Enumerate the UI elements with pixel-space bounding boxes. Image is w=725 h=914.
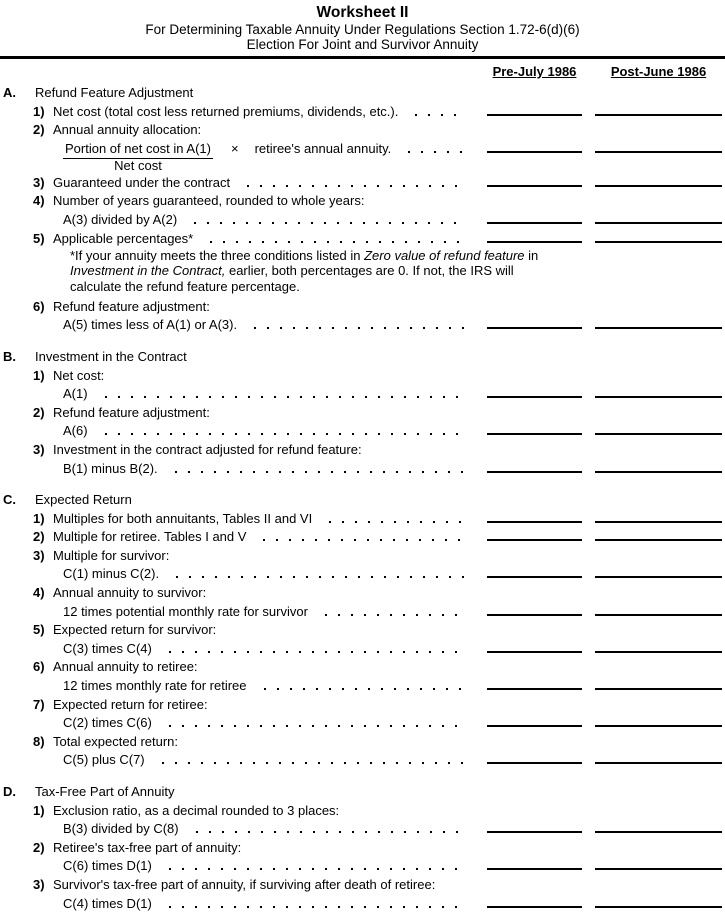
column-header-post-june-1986: Post-June 1986 xyxy=(610,64,707,79)
row-C5-calc xyxy=(3,640,722,659)
row-A5 xyxy=(3,230,722,249)
line-label: Annual annuity to retiree: xyxy=(53,659,198,675)
section-title: Refund Feature Adjustment xyxy=(35,85,194,100)
post-june-1986-field[interactable] xyxy=(595,211,722,224)
row-A4-calc xyxy=(3,211,722,230)
row-C7-calc xyxy=(3,714,722,733)
row-C3 xyxy=(3,547,722,566)
line-label: Investment in the contract adjusted for refund feature: xyxy=(53,441,362,457)
dot-leader xyxy=(158,640,465,659)
row-D1 xyxy=(3,802,722,821)
line-label: Multiple for retiree. Tables I and V xyxy=(53,529,247,545)
dot-leader xyxy=(318,510,465,529)
row-B3 xyxy=(3,441,722,460)
item-number: 3) xyxy=(33,876,45,892)
post-june-1986-field[interactable] xyxy=(595,174,722,187)
line-label: Annual annuity allocation: xyxy=(53,122,202,138)
dot-leader xyxy=(236,174,465,193)
row-D2-calc xyxy=(3,857,722,876)
line-label: A(6) xyxy=(63,423,88,439)
row-B1-calc xyxy=(3,385,722,404)
item-number: 2) xyxy=(33,404,45,420)
line-label: Total expected return: xyxy=(53,733,179,749)
post-june-1986-field[interactable] xyxy=(595,751,722,764)
line-label: Retiree's tax-free part of annuity: xyxy=(53,839,242,855)
post-june-1986-field[interactable] xyxy=(595,528,722,541)
note-text: in xyxy=(524,248,539,264)
row-C5 xyxy=(3,621,722,640)
dot-leader xyxy=(397,140,465,157)
row-C6-calc xyxy=(3,677,722,696)
dot-leader xyxy=(158,895,465,914)
note-text: calculate the refund feature percentage. xyxy=(70,278,300,294)
item-number: 1) xyxy=(33,510,45,526)
row-C2 xyxy=(3,528,722,547)
pre-july-1986-field[interactable] xyxy=(487,751,582,764)
row-D3-calc xyxy=(3,895,722,914)
line-label: A(3) divided by A(2) xyxy=(63,211,178,227)
post-june-1986-field[interactable] xyxy=(595,603,722,616)
dot-leader xyxy=(164,460,465,479)
pre-july-1986-field[interactable] xyxy=(487,174,582,187)
pre-july-1986-field[interactable] xyxy=(487,640,582,653)
line-label: Multiples for both annuitants, Tables II and VI xyxy=(53,510,313,526)
line-label: Annual annuity to survivor: xyxy=(53,585,207,601)
post-june-1986-field[interactable] xyxy=(595,510,722,523)
post-june-1986-field[interactable] xyxy=(595,385,722,398)
pre-july-1986-field[interactable] xyxy=(487,677,582,690)
pre-july-1986-field[interactable] xyxy=(487,422,582,435)
item-number: 8) xyxy=(33,733,45,749)
pre-july-1986-field[interactable] xyxy=(487,385,582,398)
note-text: Investment in the Contract, xyxy=(70,263,226,279)
pre-july-1986-field[interactable] xyxy=(487,211,582,224)
row-A6 xyxy=(3,298,722,317)
page-subtitle-election: Election For Joint and Survivor Annuity xyxy=(246,36,479,52)
line-label: B(3) divided by C(8) xyxy=(63,821,179,837)
pre-july-1986-field[interactable] xyxy=(487,140,582,153)
dot-leader xyxy=(252,528,465,547)
line-label: Net cost: xyxy=(53,367,105,383)
line-label: B(1) minus B(2). xyxy=(63,460,158,476)
item-number: 6) xyxy=(33,659,45,675)
dot-leader xyxy=(243,316,465,335)
row-A2 xyxy=(3,121,722,140)
note-text: Zero value of refund feature xyxy=(364,248,525,264)
item-number: 5) xyxy=(33,230,45,246)
item-number: 1) xyxy=(33,367,45,383)
dot-leader xyxy=(199,230,465,249)
row-B3-calc xyxy=(3,460,722,479)
post-june-1986-field[interactable] xyxy=(595,677,722,690)
row-C4-calc xyxy=(3,603,722,622)
item-number: 2) xyxy=(33,529,45,545)
post-june-1986-field[interactable] xyxy=(595,316,722,329)
pre-july-1986-field[interactable] xyxy=(487,316,582,329)
line-label: Guaranteed under the contract xyxy=(53,174,231,190)
line-label: C(3) times C(4) xyxy=(63,640,152,656)
section-letter: C. xyxy=(3,492,16,508)
dot-leader xyxy=(94,422,465,441)
dot-leader xyxy=(94,385,465,404)
line-label: Multiple for survivor: xyxy=(53,547,170,563)
item-number: 4) xyxy=(33,193,45,209)
row-C8 xyxy=(3,733,722,752)
section-title: Expected Return xyxy=(35,492,132,508)
item-number: 1) xyxy=(33,103,45,119)
line-label: Expected return for survivor: xyxy=(53,622,217,638)
row-A4 xyxy=(3,192,722,211)
column-headers xyxy=(0,59,725,79)
item-number: 5) xyxy=(33,622,45,638)
note-line xyxy=(70,279,722,294)
pre-july-1986-field[interactable] xyxy=(487,895,582,908)
row-A2-formula xyxy=(3,140,722,174)
item-number: 1) xyxy=(33,802,45,818)
dot-leader xyxy=(314,603,465,622)
post-june-1986-field[interactable] xyxy=(595,895,722,908)
line-label: A(1) xyxy=(63,386,88,402)
row-C1 xyxy=(3,510,722,529)
pre-july-1986-field[interactable] xyxy=(487,603,582,616)
fraction xyxy=(63,140,213,173)
post-june-1986-field[interactable] xyxy=(595,422,722,435)
item-number: 3) xyxy=(33,441,45,457)
row-A6-calc xyxy=(3,316,722,335)
line-label: Survivor's tax-free part of annuity, if surviving after death of retiree: xyxy=(53,876,436,892)
pre-july-1986-field[interactable] xyxy=(487,103,582,116)
row-A5-note xyxy=(3,248,722,294)
fraction-numerator: Portion of net cost in A(1) xyxy=(63,140,213,159)
row-C7 xyxy=(3,696,722,715)
post-june-1986-field[interactable] xyxy=(595,640,722,653)
section-letter: D. xyxy=(3,784,16,800)
dot-leader xyxy=(158,857,465,876)
pre-july-1986-field[interactable] xyxy=(487,510,582,523)
row-C3-calc xyxy=(3,565,722,584)
row-A1 xyxy=(3,103,722,122)
row-D xyxy=(3,783,722,802)
note-text: *If your annuity meets the three conditions listed in xyxy=(70,248,365,264)
pre-july-1986-field[interactable] xyxy=(487,820,582,833)
page-subtitle-regulations: For Determining Taxable Annuity Under Regulations Section 1.72-6(d)(6) xyxy=(145,22,580,37)
note-line xyxy=(70,248,722,263)
dot-leader xyxy=(404,103,465,122)
section-title: Investment in the Contract xyxy=(35,348,187,364)
row-C6 xyxy=(3,658,722,677)
section-letter: B. xyxy=(3,348,16,364)
post-june-1986-field[interactable] xyxy=(595,820,722,833)
header xyxy=(0,0,725,51)
dot-leader xyxy=(165,565,465,584)
row-B2 xyxy=(3,404,722,423)
post-june-1986-field[interactable] xyxy=(595,103,722,116)
post-june-1986-field[interactable] xyxy=(595,857,722,870)
worksheet-body xyxy=(0,84,725,913)
pre-july-1986-field[interactable] xyxy=(487,528,582,541)
post-june-1986-field[interactable] xyxy=(595,140,722,153)
line-label: Number of years guaranteed, rounded to whole years: xyxy=(53,193,365,209)
pre-july-1986-field[interactable] xyxy=(487,230,582,243)
item-number: 3) xyxy=(33,547,45,563)
line-label: 12 times monthly rate for retiree xyxy=(63,678,247,694)
item-number: 2) xyxy=(33,839,45,855)
row-B1 xyxy=(3,367,722,386)
pre-july-1986-field[interactable] xyxy=(487,460,582,473)
post-june-1986-field[interactable] xyxy=(595,714,722,727)
row-C8-calc xyxy=(3,751,722,770)
line-label: Refund feature adjustment: xyxy=(53,404,210,420)
line-label: C(1) minus C(2). xyxy=(63,566,160,582)
row-D2 xyxy=(3,839,722,858)
section-letter: A. xyxy=(3,85,16,100)
page-title: Worksheet II xyxy=(316,4,409,21)
row-B2-calc xyxy=(3,422,722,441)
line-label: C(2) times C(6) xyxy=(63,715,152,731)
dot-leader xyxy=(158,714,465,733)
row-D3 xyxy=(3,876,722,895)
section-title: Tax-Free Part of Annuity xyxy=(35,784,175,800)
item-number: 4) xyxy=(33,585,45,601)
post-june-1986-field[interactable] xyxy=(595,460,722,473)
row-B xyxy=(3,348,722,367)
note-text: earlier, both percentages are 0. If not, the IRS will xyxy=(225,263,514,279)
pre-july-1986-field[interactable] xyxy=(487,565,582,578)
dot-leader xyxy=(183,211,465,230)
item-number: 6) xyxy=(33,298,45,314)
row-C xyxy=(3,491,722,510)
row-A3 xyxy=(3,174,722,193)
line-label: C(5) plus C(7) xyxy=(63,752,145,768)
dot-leader xyxy=(253,677,465,696)
post-june-1986-field[interactable] xyxy=(595,230,722,243)
item-number: 7) xyxy=(33,696,45,712)
item-number: 2) xyxy=(33,122,45,138)
row-C4 xyxy=(3,584,722,603)
line-label: Refund feature adjustment: xyxy=(53,298,210,314)
line-label: Exclusion ratio, as a decimal rounded to 3 places: xyxy=(53,802,340,818)
line-label: Expected return for retiree: xyxy=(53,696,208,712)
dot-leader xyxy=(151,751,465,770)
line-label: C(4) times D(1) xyxy=(63,895,152,911)
item-number: 3) xyxy=(33,174,45,190)
dot-leader xyxy=(185,820,465,839)
note-line xyxy=(70,263,722,278)
fraction-denominator: Net cost xyxy=(114,157,162,173)
pre-july-1986-field[interactable] xyxy=(487,857,582,870)
post-june-1986-field[interactable] xyxy=(595,565,722,578)
row-D1-calc xyxy=(3,820,722,839)
line-label: 12 times potential monthly rate for survivor xyxy=(63,603,308,619)
pre-july-1986-field[interactable] xyxy=(487,714,582,727)
column-header-pre-july-1986: Pre-July 1986 xyxy=(492,64,577,79)
line-label: Applicable percentages* xyxy=(53,230,194,246)
line-label: C(6) times D(1) xyxy=(63,858,152,874)
row-A xyxy=(3,84,722,103)
line-label: retiree's annual annuity. xyxy=(254,140,392,156)
multiply-sign: × xyxy=(230,140,239,156)
line-label: Net cost (total cost less returned premiums, dividends, etc.). xyxy=(53,103,399,119)
line-label: A(5) times less of A(1) or A(3). xyxy=(63,317,238,333)
